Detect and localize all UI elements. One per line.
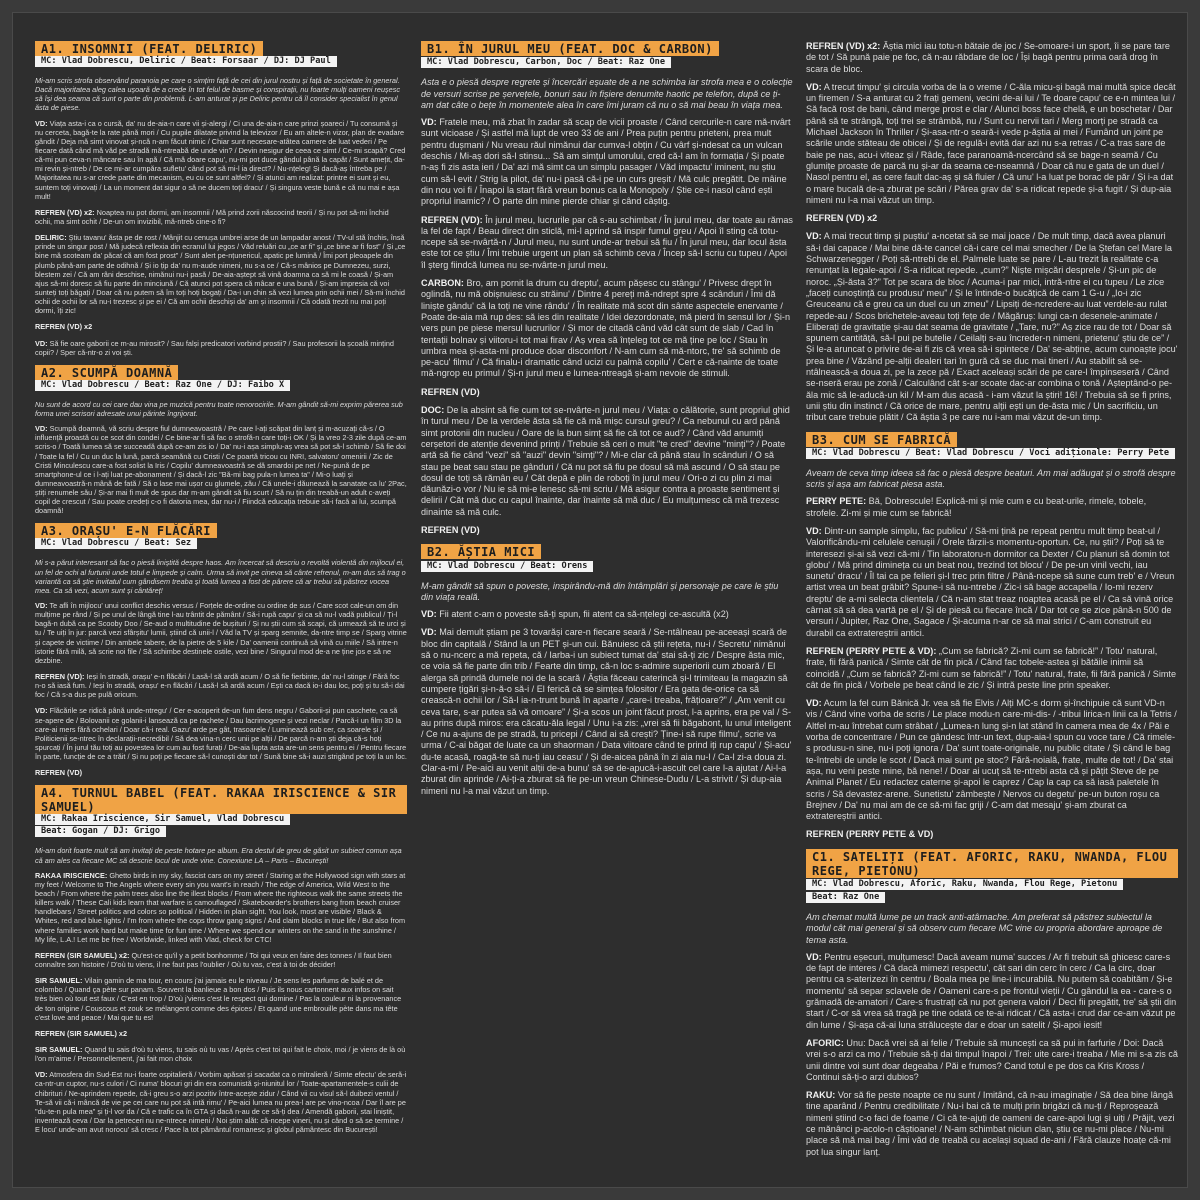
verse: [421, 117, 793, 207]
verse: [806, 698, 1178, 822]
verse-label: VD:: [421, 609, 437, 620]
verse: [806, 41, 1178, 75]
track-title: A4. TURNUL BABEL (FEAT. RAKAA IRISCIENCE & SIR SAMUEL): [35, 785, 407, 814]
verse: [35, 233, 407, 315]
verse-text: Flăcările se ridică până unde-ntregu' / Cer e-acoperit de-un fum dens negru / Gaborii-și pun caschete, ca să se-apere de / Bolovanii ce golanii-i lansează ca pe rachete / Dau lacrimogene și vezi neclar / Parcă-i un film 3D la care-ai mers fără ochelari / Doar că-i real. Gazu' arde pe gât, trasoarele / Luminează sub cer, ca soarele și / Politicienii se-ntrec în declarații-necredibil / Să dea vina-n cerc unii pe alții / De parcă n-am ști deja că-s hoți spurcați / În jurul tău toți au povestea lor cum au fost furați / De-aia lupta asta are-un sens pentru ei / Pentru fiecare în parte, funcție de ce a trăit / Și nu poți pe fiecare să-l cunoști dar tot / Sună bine să-i auzi strigând pe toți la un loc.: [35, 706, 407, 762]
verse-label: VD:: [806, 525, 822, 536]
verse: [35, 424, 407, 515]
track-credits: MC: Rakaa Iriscience, Sir Samuel, Vlad Dobrescu: [35, 814, 290, 825]
verse-label: VD:: [806, 231, 822, 242]
verse-label: REFREN (SIR SAMUEL) x2: [35, 1028, 128, 1038]
track-block: [421, 41, 793, 536]
verse-text: Qu'est-ce qu'il y a petit bonhomme / Toi qui veux en faire des tonnes / Il faut bien connaître son histoire / D'où tu viens, il ne faut pas l'oublier / Où tu vas, c'est à toi de décider!: [35, 950, 392, 969]
verse: [806, 231, 1178, 423]
verse: [35, 1070, 407, 1134]
track-intro: Asta e o piesă despre regrete și încercări eșuate de a ne schimba iar strofa mea e o colecție de versuri scrise pe șervețele, bonuri sau în fișiere denumite haotic pe telefon, după ce ți-am dat câte o bețe în momentele alea în care îmi juram că nu o să mai beau în viața mea.: [421, 77, 793, 110]
verse-label: VD:: [35, 706, 48, 716]
verse-text: Noaptea nu pot dormi, am insomnii / Mă prind zorii născocind teorii / Și nu pot să-mi închid ochii, ma simt ochit / De-un om invizibil, mă-ntreb cine-o fi?: [35, 207, 389, 226]
verse: [35, 976, 407, 1022]
verse-label: AFORIC:: [806, 1037, 844, 1048]
verse: [421, 215, 793, 271]
track-title: A3. ORAȘU' E-N FLĂCĂRI: [35, 523, 217, 538]
lyric-sheet: [12, 12, 1188, 1188]
verse-label: VD:: [806, 81, 822, 92]
verse: [35, 706, 407, 761]
verse: [35, 951, 407, 969]
verse-label: REFREN (VD):: [35, 672, 85, 682]
track-intro: Mi s-a părut interesant să fac o piesă liniștită despre haos. Am încercat să descriu o revoltă violentă din mijlocul ei, un fel de ochi al furtunii unde totul e limpede și calm. Urma să invit pe cineva să cânte refrenul, m-am dus să trag o variantă ca să știe invitatul cum gândisem treaba și toată lumea a fost de părere că ar trebui să păstrez vocea mea. Ca să vezi, acum sunt și cântăreț!: [35, 558, 406, 595]
verse-label: DOC:: [421, 405, 445, 416]
verse-label: RAKU:: [806, 1090, 836, 1101]
track-credits: MC: Vlad Dobrescu, Carbon, Doc / Beat: Raz One: [421, 57, 671, 68]
verse: [35, 601, 407, 665]
verse: [421, 278, 793, 380]
track-credits: Beat: Gogan / DJ: Grigo: [35, 826, 166, 837]
verse-label: REFREN (PERRY PETE & VD):: [806, 645, 937, 656]
track-block: [35, 365, 407, 516]
verse-text: Vilain gamin de ma tour, en cours j'ai jamais eu le niveau / Je sens les parfums de balé et de colombo / Quand ça pète sur panam. Souvent la banlieue a bon dos / Puis ils nous cartonnent aux infos on sait très bien où tout est faux / C'est en trop / D'où j'viens c'est le respect qui domine / Pas la couleur ni la provenance de ton origine / Couscous et zouk se mélangent comme des épices / Et quand une embrouille pète dans ma tête c'est love and peace / Mai que tu es!: [35, 976, 402, 1022]
verse: [421, 387, 793, 398]
track-intro: Nu sunt de acord cu cei care dau vina pe muzică pentru toate nenorocirile. M-am gândit să-mi exprim părerea sub forma unei scrisori adresate unui părinte îngrijorat.: [35, 399, 403, 418]
verse-label: REFREN (VD): [35, 768, 83, 778]
track-credits: MC: Vlad Dobrescu / Beat: Vlad Dobrescu / Voci adiționale: Perry Pete: [806, 448, 1175, 459]
track-block: [421, 544, 793, 797]
verse-text: Viața asta-i ca o cursă, da' nu de-aia-n care vii și-alergi / Ci una de-aia-n care prinzi șoareci / Tu consumă și nu cerceta, bagă-te la rate până mori / Cu pupile dilatate privind la televizor / Eu am altele-n vizor, plan de evadare gândit / Deja mă simt vinovat și-ncă n-am făcut nimic / Chiar sunt necesare-atâtea camere de luat vederi / Pe fiecare dată când mă văd pe stradă mă-ntreabă de unde vin? / Devin nesigur de ceea ce simt / Ce-mi scapă? Cred că-mi pun ceva-n mâncare sau în apă / Că mă doare capu', nu-mi pot duce gândul până la capăt / Sunt amețit, da-mi revin și-ntreb / De ce mi-ar cumpăra sufletu' când pot să mi-l ia direct? / Nu-nțeleg! Și dacă-aș întreba pe / Majoritatea nu s-ar crede parte din mecanism, eu cu ce sunt altfel? / Și atunci am realizat: printre ei sunt și eu, suntem toți vinovați / La un moment dat sigur o să ne ducem toți dracu' / Și singura veste bună e că nu mai e așa mult!: [35, 118, 406, 201]
track-block: [35, 523, 407, 777]
track-block: [806, 41, 1178, 424]
verse: [421, 405, 793, 518]
verse-text: Scumpă doamnă, vă scriu despre fiul dumneavoastră / Pe care l-ați scăpat din lanț și m-acuzați că-s / O influență proastă cu ce scot din condei / Ce bine-ar fi să fac o strofă-n care toți-i OK / Și la vreo 2-3 zile după ce-am scris-o / Toată lumea să se succeadă după ce-am zis io / Da' nu-i așa simplu-aș vrea să pot să-l schimb / Să fie doi / Toate la fel / Cu un duc la lună, parcă seamănă cu Cristi / Ce poartă tricou cu INRI, salvatoru' omenirii / Zic de Cristi Minculescu care-a fost solist la Iris / Copilu' dumneavoastră se dă smardoi pe net / Ne-pună de pe smartphone-ul ce i l-ați luat pe-abonament / Și dacă-l zic "Bă-mi bag pula-n lumea ta" / Mi-o luați și dumneavoastră-n mână de fată / Să o lase mai ușor cu glumele, zău / Că unele-i dăunează la sanatate ca lu' 2Pac, știți renumele său / Și-ar mai fi mult de spus dar m-am gândit să fiu scurt / Să nu țin din treabă-un adult c-aveți copil de crescut / Sau poate credeți c-o fi datoria mea, dar nu-i / Fiindcă educația trebuie să-i facă ai lui, scumpă doamnă!: [35, 424, 407, 516]
verse: [421, 609, 793, 620]
verse-label: VD:: [421, 627, 437, 638]
verse-text: Atmosfera din Sud-Est nu-i foarte ospitalieră / Vorbim apăsat și sacadat ca o mitralieră / Simte efectu' de seră-i ca-ntr-un cuptor, nu-s culori / Ci numa' blocuri gri din era comunistă și-niunitul lor / Toate-apartamentele-s culii de chibrituri / Ne-aprindem repede, că-i greu s-o arzi pozitiv între-acește zidur / Când vii cu visul să-l duibezi ventul / Te-să vii că-i mâncă de vie pe cei care nu pot să intă rimu' / Pe-aici lumea nu prea-l are pe vino-ncoa / Dar îl are pe "du-te-n pula mea" și ți-l vor da / Că e trafic ca în GTA și dacă n-au de ce să-ți dea / Amendă gaborii, stai liniștit, inventează ceva / Dar la petreceri nu ne-ntrece nimeni / Noi știm alăt: că-ncepe vineri, nu și când o să se termine / E locu' unde-am avut norocu' să cresc / Pace la tot pământul romanesc și globul pământesc din București!: [35, 1070, 407, 1135]
verse-label: VD:: [35, 601, 48, 611]
verse: [806, 82, 1178, 206]
verse-text: Te afli în mijlocu' unui conflict deschis versus / Forțele de-ordine cu ordine de sus / Care scot cale-un om din mulțime pe rând / Și pe unul de lângă tine l-au trântit de pământ / Să-i rupă capu' și ca să nu-l vadă publicul / Ți-l bagă-n dubă ca pe Scooby Doo / Se-aud o multitudine de bușituri / Și nu știi cum să scapi, că urmează să te urci și tu / Te uiți în jur: parcă vezi sfârșitu' lumii, știind că unii-l / Văd la TV și sparg semnite, da-ntre timp se / Sparg vitrine și capete de victime / Din ambele tabere, de la pietre de 5 kile / Da' oamenii continuă să vină cu miile / Să intre-n istorie fără milă, să scrie noi file / Să schimbe destinele ostile, vezi bine / Singurul mod de-a ne ține jos e să ne dezbine.: [35, 601, 407, 665]
verse-label: REFREN (PERRY PETE & VD): [806, 829, 934, 840]
column-middle: [421, 41, 793, 805]
verse-text: A trecut timpu' și circula vorba de la o vreme / C-ăla micu-și bagă mai multă spice decât un firemen / S-a anturat cu 2 frați gemeni, vecini de-ai lui / Te doare capu' ce e-n mintea lui / Să facă rost de bani, când merge prost e clar / Alunci boss face chelă, e un boschetar / Dar până să te strângă, toți trei se strâmbă, nu / Sunt cu nervii tari / Merg morți pe stradă ca Michael Jackson în Thriller / Și-asa-ntr-o seară-i vede p-ăștia ai mei / Fumând un joint pe scările unde stăteau de obicei / Și de regulă-i evită dar azi nu s-a retras / C-a tras sare de baie pe nas, acu-i viteaz și / Râde, face paranoamă-ncercând să se bage-n seamă / Cu glumițe proaste de parcă nu și-ar da seama ce-nseamnă / Doar că nu e gata de un duel / Nasol pentru el, as cere fault dac-aș și să fluier / Că unu' l-a luat pe borac de păr / Și i-a dat o mare bucală de-a zburat pe scări / Părea grav da' s-a ridicat repede și-a fugit / Și dup-aia nimeni nu l-a mai văzut un timp.: [806, 81, 1176, 205]
verse-text: Mai demult știam pe 3 tovarăși care-n fiecare seară / Se-ntâlneau pe-aceeași scară de bloc din capitală / Stând la un PET și-un cui. Bănuiesc că știi rețeta, nu-i / Secretu' nimănui să o nu-ncerc a mă repeta, că / Iarba-i un subiect tumat da' stai să-ți zic / Despre ăsta mic, ce voia să fie parte din trib / Fearte din timp, că-n loc s-admire superiorii cum zboară / El alerga să prindă dumele noi de la scară / Ăștia făceau caterincă și-l trimiteau la magazin să cumpere țigări și-n-ă-o să-i / El ferică că se simțea folositor / Era gata de-orice ca să crească-n ochii lor / Să-l ia-n-trunt bună în aparte / „care-i treaba, frățioare?” / „Am venit cu ceva tare, s-ar putea să vă omoare” / Și-a scos un joint făcut prost, l-a aprins, era pe val / S-au prins după miros: era căcatu-ăla legal / Unu i-a zis: „vrei să fii băgabont, lu unul inteligent / Ce nu a-ajuns de pe stradă, tu pricepi / Când ai să crești? Ține-i să rupe filmu', scrie va urma / C-ai băgat de luate ca un shaorman / Data viitoare când te prind iți rup capu' / Și-acu' du-te acasă, roagă-te să nu-ți iau ceasu' / Și de-aicea până în zi aia nu-l / Ca-l zi-a doua zi. Clar-a-mi / Pe-aici au venit alții de-a bunu' să se de-apucă-i-ascult cel care l-a ajutat / Ai-l-a zburat din aprinde / Ai-ți-a zburat să fie pe-un vreun Chinese-Dudu / L-a strivit / Și dup-aia nimeni nu l-a mai văzut un timp.: [421, 627, 792, 796]
track-title: B3. CUM SE FABRICĂ: [806, 432, 957, 447]
verse-label: VD:: [35, 424, 48, 434]
track-block: [806, 849, 1178, 1158]
track-intro: M-am gândit să spun o poveste, inspirându-mă din întâmplări și personaje pe care le știu din viața reală.: [421, 580, 779, 602]
verse-label: REFREN (VD): [421, 524, 480, 535]
verse-text: Bro, am pornit la drum cu dreptu', acum pășesc cu stângu' / Privesc drept în oglindă, nu mă obișnuiesc cu străinu' / Dintre 4 pereți mă-ndrept spre 4 scânduri / Îmi dă liniște gându' că la toți ne vine rându' / În realitate mă scot din sânte aspectele enervante / Poate de-aia mă rup des: să ies din realitate / Idei dezordonate, mă pierd în sensul lor / Și-n vers pun pe piese mersul lucrurilor / Și mor de citadă când văd cât sunt de slab / Cad în tentații bolnav și viitoru-i tot mai firav / Aș vrea să înțeleg tot ce mă ține pe loc / Stau în umbra mea și-asta-mi produce doar disconfort / N-am cum să mă-ntorc, tre' să schimb de pe-acu' filmu' / Că finalu-i dramatic când ucizi cu palmă copilu' / Cert e că-nainte de toate mă-ngrop eu primul / Și-n jurul meu e lumea-ntreagă și-am nevoie de stimuli.: [421, 278, 791, 379]
verse-label: CARBON:: [421, 278, 464, 289]
verse-label: VD:: [806, 698, 822, 709]
verse-text: Dintr-un sample simplu, fac publicu' / Să-mi țină pe repeat pentru mult timp beat-ul / Valorificându-mi celulele cenușii / Orele târzii-s momentu-oportun. Ce, nu știi? / Poți să te interesezi și-ai să vezi că-mi / Tin laboratoru-n dormitor ca Dexter / Cu planuri să domin tot globu' / Mă prind dimineța cu un beat nou, trezind tot blocu' / De pe-un vinil vechi, iau sunetu' dracu' / Îl tai ca pe felieri și-l trec prin filtre / Până-ncepe să sune cum treb' e / Vreun artist vrea un beat grăbit? Spune-i să nu-ntrebe / Zic-i să bage accapella / Io-mi rezerv dreptu' de a-mi selecta clientela / Că n-am stat treaz noaptea acasă pe el / Ca să vină orice cârnat să să dea vartă pe el / Și de piesă cu fiecare încă / Dar tot ce se zice până-n 500 de versuri / Jupiter, Raz One, Sagace / Și-acuma n-ar ce să mai strici / C-am construit eu durabil ca extratereștrii antici.: [806, 525, 1175, 638]
verse-label: VD:: [421, 117, 437, 128]
verse: [421, 525, 793, 536]
verse-label: REFREN (VD): [421, 386, 480, 397]
verse: [806, 952, 1178, 1031]
verse: [806, 496, 1178, 519]
verse-text: Quand tu sais d'où tu viens, tu sais où tu vas / Après c'est toi qui fait le choix, moi / je viens de là où l'on m'aime / Personnellement, j'ai fait mon choix: [35, 1044, 406, 1064]
verse: [35, 339, 407, 357]
verse: [35, 119, 407, 201]
verse-text: „Cum se fabrică? Zi-mi cum se fabrică!” / Totu' natural, frate, fii fără panică / Simte cât de fin pică / Când fac tobele-astea și bătăile inimii să coincidă / „Cum se fabrică? Zi-mi cum se fabrică!” / Totu' natural, frate, fii fără panică / Simte cât de fin pică / Vorbele pe beat când le zic / Și intră peste line prin speaker.: [806, 645, 1177, 690]
track-credits: MC: Vlad Dobrescu / Beat: Sez: [35, 538, 197, 549]
track-credits: MC: Vlad Dobrescu / Beat: Raz One / DJ: Faibo X: [35, 380, 290, 391]
track-credits: Beat: Raz One: [806, 892, 885, 903]
track-credits: MC: Vlad Dobrescu, Aforic, Raku, Nwanda, Flou Rege, Pietonu: [806, 879, 1123, 890]
track-title: A2. SCUMPĂ DOAMNĂ: [35, 365, 178, 380]
verse: [35, 672, 407, 699]
track-title: A1. INSOMNII (FEAT. DELIRIC): [35, 41, 263, 56]
verse-label: DELIRIC:: [35, 233, 67, 243]
verse-text: Ăștia mici iau totu-n bătaie de joc / Se-omoare-i un sport, îi se pare tare de tot / Să pună paie pe foc, că n-au răbdare de loc / Își bagă pentru prima oară drog în scara de bloc.: [806, 41, 1170, 74]
verse-label: REFREN (VD) x2: [806, 213, 878, 224]
verse: [806, 646, 1178, 691]
verse-text: Să fie oare gaborii ce m-au mirosit? / Sau falși predicatori vorbind prostii? / Sau profesorii la școală mințind copii? / Sper că-ntr-o zi voi ști.: [35, 338, 394, 357]
verse: [806, 213, 1178, 224]
verse: [35, 208, 407, 226]
verse-text: Fii atent c-am o poveste să-ți spun, fii atent ca să-nțelegi ce-ascultă (x2): [439, 609, 729, 620]
track-block: [35, 41, 407, 357]
verse-label: SIR SAMUEL:: [35, 1044, 83, 1054]
verse-label: VD:: [806, 951, 822, 962]
verse-label: VD:: [35, 1070, 48, 1080]
track-intro: Mi-am scris strofa observând paranoia pe care o simțim față de cei din jurul nostru și față de societate în general. Dacă majoritatea aleg calea ușoară de a crede în tot felul de basme și conspirații, nu foarte mulți oameni reușesc să își dea seama că sunt o parte din problemă. L-am anturat și pe Deliric pentru că îl consider specialist în genul ăsta de piese.: [35, 76, 401, 113]
verse-text: Bă, Dobrescule! Explică-mi și mie cum e cu beat-urile, rimele, tobele, strofele. Zi-mi și mie cum se fabrică!: [806, 496, 1147, 518]
verse-text: În jurul meu, lucrurile par că s-au schimbat / În jurul meu, dar toate au rămas la fel de fapt / Beau direct din sticlă, mi-l aprind să inspir fumul greu / Apoi îl sting că totu-ncepe să se-nvârtă-n / Jurul meu, nu sunt unde-ar trebui să fiu / În jurul meu, dar locul ăsta este tot ce știu / Îmi trebuie urgent un plan să schimb ceva / Încep să-l scriu cu tupeu / Apoi îl șterg fiindcă lumea nu se-nvârte-n jurul meu.: [421, 214, 793, 270]
verse: [806, 829, 1178, 840]
column-left: [35, 41, 407, 1142]
verse-label: REFREN (SIR SAMUEL) x2:: [35, 950, 130, 960]
track-block: [35, 785, 407, 1134]
verse-label: REFREN (VD) x2:: [806, 41, 881, 51]
track-intro: Aveam de ceva timp ideea să fac o piesă despre beaturi. Am mai adăugat și o strofă despre scris și așa am fabricat piesa asta.: [806, 467, 1176, 490]
verse: [35, 768, 407, 777]
verse: [806, 1038, 1178, 1083]
verse-text: De la absint să fie cum tot se-nvârte-n jurul meu / Viața: o călătorie, sunt propriul ghid în turul meu / De la verdele ăsta să fie că mă mișc cursul greu? / Ca nebunul cu ard până simt protonii din nucleu / Oare de la bun simț să fie că tot ce aud? / Când văd anumiți cerșetori de atenție devenind prinți / Trebuie să ceri o mult "te cred" devine "minți"? / Poate artă să fie când "vezi" să "auzi" devin "simți"? / Mi-e clar că până stau în scânduri / O să stau pe beat sau stau pe gânduri / Că nu pot să fiu pe dosul să mă ascund / O să stau pe dosul de toți să rămân eu / Cât depă e plin de roboți în jurul meu / Ori-o zi cu plin zi mai dăunăzi-o vor / Nu ie să mi-e lenesc să-mi scriu / Mă asigur contra a proaste sentiment și delirii / Căt mă duc cu capul înainte, dar înainte să mă duc / Eu mulțumesc că mă trezesc dinainte să mă culc.: [421, 405, 790, 517]
track-intro: Mi-am dorit foarte mult să am invitați de peste hotare pe album. Era destul de greu de găsit un subiect comun așa că am ales ca fiecare MC să descrie locul de unde vine. Conexiune LA – Paris – București!: [35, 846, 402, 865]
verse-text: Pentru eșecuri, mulțumesc! Dacă aveam numa' succes / Ar fi trebuit să ghicesc care-s de fapt de interes / Că dacă mimezi respectu', cât sari din cerc în cerc / Ca la circ, doar pentru ca s-aterizezi în centru / Boala mea pe line-i incurabilă. Nu putem să coabităm / Și-e momentu' să separ sclavele de / Oameni care-s pe frontul vieții / Cu gândul la ea - care-s o grămadă de-amatori / Care-s frustrați că nu pot genera valori / Deci fii pregătit, tre' să știi din start / C-or să vrea să tragă pe tine odată ce te-ai ridicat / Că asta-i crud dar ce-am văzut pe din lume / Și-așa că-ai luna strălucește dar e doar un satelit / Și-apoi iesit!: [806, 951, 1177, 1030]
verse-label: RAKAA IRISCIENCE:: [35, 870, 108, 880]
verse-label: REFREN (VD) x2:: [35, 207, 95, 217]
verse-label: VD:: [35, 118, 48, 128]
track-title: C1. SATELIȚI (FEAT. AFORIC, RAKU, NWANDA, FLOU REGE, PIETONU): [806, 849, 1178, 878]
verse-text: Vor să fie peste noapte ce nu sunt / Imitând, că n-au imaginație / Să dea bine lângă tine aparând / Pentru credibilitate / Nu-i bai că te mulți prin brigăzi că nu-ți / Reproșează nimeni știind c-o faci de foame / Ci că te-ajuți de oameni de care-apoi lugi și uiți / Prăjit, vezi ce mănânci p-acolo-n căștioane! / N-am schimbat niciun clan, știu ce nu-mi place / Nu-mi place să mă mai bag / Îmi văd de treabă cu același squad de-ani / Fără clauze hoațe că-mi pot lua singur lanț.: [806, 1090, 1175, 1157]
track-title: B2. ĂȘTIA MICI: [421, 544, 541, 559]
verse-text: Fratele meu, mă zbat în zadar să scap de vicii proaste / Când cercurile-n care mă-nvârt sunt vicioase / Și astfel mă lupt de vreo 33 de ani / Prea puțin pentru prieteni, prea mult pentru dușmani / Nu vreau răul nimănui dar cumva-l obțin / Cu vârf și-ndesat ca un vulcan deschis / Mi-aș dori să-l stinsu... Să am simțul umorului, cred că-l am în formația / Și poate n-aș fi zis asta ieri / Da' azi mă simt ca un simplu pasager / Văd impactu' iminent, nu știu cum să-l evit / Strig la pilot, da' nu-i pasă că-i pe un curs greșit / Mă culc pregătit. De mâine din nou voi fi / Înapoi la start fără vreun bonus ca la Monopoly / Știe ce-i nasol când ești propriul inamic? / O parte din mine pierde chiar și când câștig.: [421, 117, 791, 207]
verse: [806, 526, 1178, 639]
track-credits: MC: Vlad Dobrescu / Beat: Orens: [421, 561, 593, 572]
column-right: [806, 41, 1178, 1166]
verse-text: Unu: Dacă vrei să ai felie / Trebuie să muncești ca să pui in farfurie / Doi: Dacă vrei s-o arzi ca mo / Trebuie să-ți dai timpul înapoi / Trei: uite care-i treaba / Mie mi s-a zis că unii dintre voi sunt doar degeaba / Păi e frumos? Cand totul e pe dos ca Kris Kross / Continui să-ți-o arzi dubios?: [806, 1037, 1178, 1082]
track-intro: Am chemat multă lume pe un track anti-atârnache. Am preferat să păstrez subiectul la modul cât mai general și să observ cum fiecare MC vine cu propria abordare aproape de tema asta.: [806, 912, 1163, 945]
verse: [421, 627, 793, 796]
track-title: B1. ÎN JURUL MEU (FEAT. DOC & CARBON): [421, 41, 719, 56]
verse-label: REFREN (VD):: [421, 214, 483, 225]
verse: [35, 322, 407, 331]
verse-text: Ghetto birds in my sky, fascist cars on my street / Staring at the Hollywood sign with stars at my feet / Welcome to The Angels where every sin you want's in reach / The edge of America, Wild West to the beach / From where the palm trees also line the illest blocks / From where the righteous walk the same streets the killers walk / These Cali kids learn that warfare is camouflaged / Skateboarder's brothers bang from beach cruiser handlebars / Street politics and colors so political / Hidden in plain sight. You look, most are visible / Black & Whites, red and blue lights / I'm from where the cops throw gang signs / And claim blocks in true life / But also from where families work hard but make time for fun time / Where we spend our winters on the sand in the sunshine / My life, L.A.! Let me be free / Worldwide, linked with Vlad, check for CTC!: [35, 870, 406, 944]
verse: [35, 1045, 407, 1063]
verse-text: Știu tavanu' ăsta pe de rost / Mânjit cu cenușa umbrei arse de un lampadar anost / TV-ul stă închis, însă prinde un singur post / Mă judecă reflexia din ecranul lui jegos / Văd reluări cu „ce ar fi” și „ce bine ar fi fost” / Și „ce bine mă scoteam da' păcat că am fost prost” / Sunt alert pe-nțunericul, apatic pe lumină / Îmi port pleoapele din plumb până-am parte de odihnă / Și io țip da' nu m-aude nimeni, nu s-a ce / Că-s mânios pe Dumnezeu, surzi, blestem zei / Că am râni deschise, nimănui nu-i pasă / De-aia-aștept să vină doamna ca să mi le coasă / Și-am ajus să-mi doresc să fiu parte din minciună / Că atunci pot spera că mâcar e una bună / Și-am impresia că voi sunteți toți băgați / Doar că nu putem să îm toți hoți bogați / Da-i un chin să vezi lumea prin ochii mei / Să-mi închid ochii de ochii lor să nu-i trezesc și pe ei / Că am ochii deschiși da' am și insomnii / Că odată trezit nu mai poți dormi, îți zic!: [35, 233, 406, 316]
verse-label: REFREN (VD) x2: [35, 322, 93, 332]
verse: [806, 1090, 1178, 1158]
verse-text: Acum la fel cum Bănică Jr. vea să fie Elvis / Alți MC-s dorm și-închipuie că sunt VD-n vis / Când vine vorba de scris / Le place modu-n care-mi-dis- / -tribui lirica-n linii ca la Tetris / Altfel m-au întrebat cum strâbat / „Lumea-n lung și-n lat stând în camera mea de 4x / Păi e vorba de concentrare / Pun ce gândesc într-un text, dup-aia-l spun cu voce tare / Că rimele-s produsu-n sine, nu-i poți ignora / Da' sunt toate-originale, nu public citate / Și când le bag te-întrebi de unde le scot / Dacă mai sunt pe stoc? Fără-noială, frate, multe de tot! / Da' stai așa, nu veni peste mine, bă nene! / Doar ai ucuț să te-ntrebi asta că și pățit Steve de pe Animal Planet / Eu redactez caterne și-apoi le caprez / Cap la cap ca să iasă paletele în scris / Să devastez-arene. Sunetistu' zâmbește / Nervos cu degetu' pe-un buton roșu ca Brejnev / Da' nu mai am de ce să-mi fac griji / C-am dat mesaju' și-am zburat ca extratereștrii antici.: [806, 698, 1177, 822]
verse-label: SIR SAMUEL:: [35, 976, 83, 986]
verse-text: Ieși în stradă, orașu' e-n flăcări / Lasă-l să ardă acum / O să fie fierbinte, da' nu-l stinge / Fără foc n-o să iasă fum. / Ieși în stradă, orașu' e-n flăcări / Lasă-l să ardă acum / Ești ca dacă io-i dau loc, poți și tu să-i dai foc / Că s-a dus pe pulă oricum.: [35, 672, 405, 700]
verse: [35, 1029, 407, 1038]
track-credits: MC: Vlad Dobrescu, Deliric / Beat: Forsaar / DJ: DJ Paul: [35, 56, 337, 67]
track-block: [806, 432, 1178, 841]
verse-text: A mai trecut timp și puștiu' a-ncetat să se mai joace / De mult timp, dacă avea planuri să-i dai capace / Mai bine dă-te cancel că-i care cel mai smecher / De la Ștefan cel Mare la Schwarzenegger / Poți să-ntrebi de el. Palmele luate se pare / L-au trezit la realitate c-a renunțat la legale-apoi / S-a ridicat repede. „cum?” Niște mișcări desprele / Și-un pic de noroc. „Și-ăsta 3?” Tot pe scara de bloc / Acuma-i par mici, intră-ntre ei cu tupeu / Le zice „faceți cunoștință cu produsu' meu” / Și le întinde-o bucățică de cam 1 G-u / „Io-i zic Greuceanu că e greu ca un duel cu un zmeu” / Lipsiți de-ncredere-au luat verdele-au rulat repede-au / Scos brichetele-aveau toți fețe de / Măgăruș: lungi ca-n desenele-animate / Eliberați de gravitație și-au dat seama de gravitate / „Tare, nu?” Aș zice rau de tot / Doar să spunem cantităță, să-l pui pe butelie / Ceilalți s-au încreder-n nimeni, prietenu' știu de ce” / Și le-a aruncat o privire de-ai fi zis că vrea să-i spintece / Da' se-abține, acum cunoaște jocu' prea bine / Văzând pe-alții dealeri tari în gură că se duc mai tineri / Au stabilit să se-ntâlnească-a doua zi, pe la zece pă / Exact aceleași scări de pe care-l împinseseră / Când se-nseră erau pe zonă / Calculând cât s-ar scoate dac-ar combina o tonă / Așteptând-o pe-ăla mic să le-aducă-un kil / M-am dus acasă - i-am văzut la știri! 16! / Trebuia să se fi prins, unii știu din instinct / Că orice de mare, pentru alții ești un de-ăsta mic / Un sacrificiu, un tribut care trebuie plătit / Că ăștia 3 pe care nu i-am mai văzut de-un timp.: [806, 231, 1178, 423]
verse-label: PERRY PETE:: [806, 496, 867, 507]
verse: [35, 871, 407, 944]
verse-label: VD:: [35, 338, 48, 348]
